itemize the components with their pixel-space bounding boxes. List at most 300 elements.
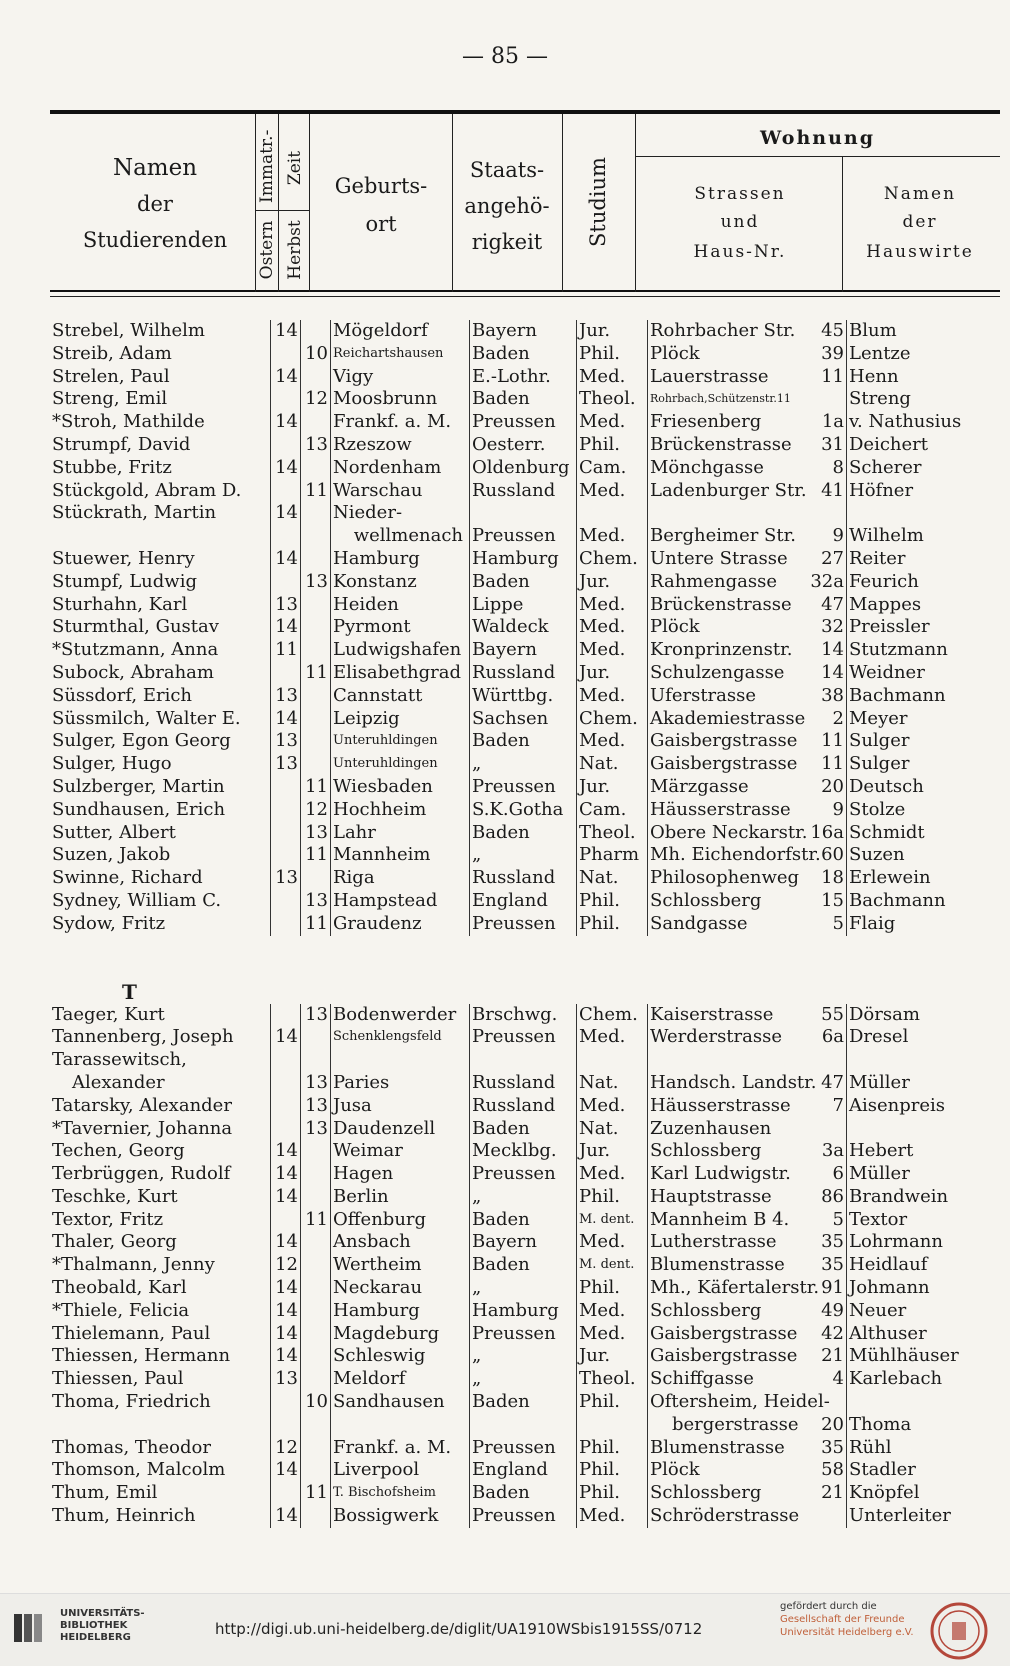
student-name: Taeger, Kurt (52, 1003, 165, 1025)
street-address (648, 867, 847, 890)
ostern-semester: 14 (271, 616, 301, 639)
street-name: Mh., Käfertalerstr. (650, 1277, 820, 1299)
table-row (50, 343, 991, 366)
hdr-wohnung-rule (635, 156, 1000, 157)
ostern-semester (271, 890, 301, 913)
street-name: Schröderstrasse (650, 1505, 800, 1527)
street-address (648, 411, 847, 434)
landlord-name: Bachmann (847, 685, 992, 708)
house-number: 16a (810, 821, 844, 843)
table-row (50, 1095, 991, 1118)
table-row (50, 1209, 991, 1232)
citizenship (470, 502, 577, 525)
ostern-semester: 14 (271, 320, 301, 343)
herbst-semester (301, 730, 331, 753)
table-row (50, 1459, 991, 1482)
landlord-name (847, 502, 992, 525)
birthplace: Frankf. a. M. (331, 1437, 470, 1460)
birthplace: Jusa (331, 1095, 470, 1118)
field-of-study: Phil. (577, 1277, 648, 1300)
ostern-semester: 14 (271, 1505, 301, 1528)
herbst-semester (301, 411, 331, 434)
header-rule-bottom-2 (50, 296, 1000, 297)
table-row (50, 799, 991, 822)
table-row (50, 1026, 991, 1049)
landlord-name (847, 1391, 992, 1414)
student-name: Suzen, Jakob (52, 844, 171, 866)
birthplace: Ansbach (331, 1231, 470, 1254)
house-number: 45 (821, 320, 844, 341)
house-number: 32a (810, 570, 844, 592)
citizenship: Preussen (470, 776, 577, 799)
house-number: 11 (821, 753, 844, 775)
landlord-name: Thoma (847, 1414, 992, 1437)
table-row (50, 822, 991, 845)
ostern-semester (271, 799, 301, 822)
street-name: Schlossberg (650, 1140, 762, 1162)
citizenship: England (470, 1459, 577, 1482)
house-number: 9 (832, 525, 844, 547)
ostern-semester: 14 (271, 708, 301, 731)
citizenship: Russland (470, 480, 577, 503)
street-address (648, 1345, 847, 1368)
ostern-semester: 14 (271, 1277, 301, 1300)
student-name: Tarassewitsch, (52, 1049, 187, 1071)
landlord-name: Neuer (847, 1300, 992, 1323)
hdr-vline-4 (452, 114, 453, 292)
hdr-der: der (137, 192, 173, 216)
street-address (648, 1072, 847, 1095)
street-address (648, 1459, 847, 1482)
herbst-semester (301, 502, 331, 525)
citizenship: Baden (470, 1254, 577, 1277)
table-row (50, 1140, 991, 1163)
herbst-semester (301, 1163, 331, 1186)
landlord-name: Schmidt (847, 822, 992, 845)
table-row (50, 1437, 991, 1460)
street-name: Gaisbergstrasse (650, 753, 798, 775)
citizenship: Preussen (470, 1437, 577, 1460)
street-name: Häusserstrasse (650, 798, 791, 820)
citizenship: Hamburg (470, 548, 577, 571)
ostern-semester (271, 434, 301, 457)
street-name: Plöck (650, 342, 700, 364)
table-row (50, 480, 991, 503)
street-name: Akademiestrasse (650, 707, 806, 729)
hdr-ostern: Ostern (257, 220, 277, 280)
ostern-semester (271, 776, 301, 799)
table-row (50, 1345, 991, 1368)
birthplace: Heiden (331, 594, 470, 617)
birthplace: Graudenz (331, 913, 470, 936)
street-name: Kronprinzenstr. (650, 639, 793, 661)
herbst-semester: 11 (301, 662, 331, 685)
landlord-name: Textor (847, 1209, 992, 1232)
street-name: Plöck (650, 1459, 700, 1481)
table-row (50, 1072, 991, 1095)
herbst-semester (301, 1323, 331, 1346)
house-number: 2 (832, 707, 844, 729)
herbst-semester (301, 1026, 331, 1049)
student-name: Swinne, Richard (52, 867, 203, 889)
street-address (648, 776, 847, 799)
landlord-name: Henn (847, 366, 992, 389)
street-address (648, 639, 847, 662)
house-number: 6a (821, 1026, 844, 1048)
citizenship: Baden (470, 343, 577, 366)
street-address (648, 571, 847, 594)
student-name: Stumpf, Ludwig (52, 570, 197, 592)
street-address (648, 753, 847, 776)
header-rule-top (50, 110, 1000, 114)
table-row (50, 708, 991, 731)
birthplace: Hamburg (331, 1300, 470, 1323)
birthplace: Unteruhldingen (331, 753, 470, 776)
citizenship: Baden (470, 1391, 577, 1414)
herbst-semester (301, 1505, 331, 1528)
student-name: Süssdorf, Erich (52, 684, 193, 706)
ostern-semester (271, 844, 301, 867)
landlord-name: Deichert (847, 434, 992, 457)
herbst-semester: 13 (301, 1118, 331, 1141)
herbst-semester: 10 (301, 1391, 331, 1414)
student-register-table (50, 320, 991, 1528)
street-name: Zuzenhausen (650, 1117, 772, 1139)
table-row (50, 1323, 991, 1346)
house-number: 20 (821, 775, 844, 797)
house-number: 42 (821, 1322, 844, 1344)
student-name: Stückgold, Abram D. (52, 479, 242, 501)
street-address (648, 525, 847, 548)
field-of-study: Nat. (577, 1118, 648, 1141)
landlord-name: Stutzmann (847, 639, 992, 662)
table-row (50, 753, 991, 776)
student-name: Thielemann, Paul (52, 1322, 211, 1344)
street-name: Brückenstrasse (650, 593, 792, 615)
citizenship: England (470, 890, 577, 913)
street-address (648, 1049, 847, 1072)
street-address (648, 1026, 847, 1049)
citizenship (470, 1049, 577, 1072)
student-name: Streib, Adam (52, 342, 172, 364)
citizenship: Bayern (470, 639, 577, 662)
landlord-name: Dresel (847, 1026, 992, 1049)
street-address (648, 1277, 847, 1300)
ostern-semester (271, 1482, 301, 1505)
field-of-study: Phil. (577, 1437, 648, 1460)
hdr-vline-5 (562, 114, 563, 292)
birthplace: Moosbrunn (331, 388, 470, 411)
ostern-semester: 13 (271, 594, 301, 617)
library-logo-text: UNIVERSITÄTS- BIBLIOTHEK HEIDELBERG (60, 1608, 145, 1643)
ostern-semester: 14 (271, 1345, 301, 1368)
street-name: Schlossberg (650, 889, 762, 911)
field-of-study: Phil. (577, 1459, 648, 1482)
house-number: 55 (821, 1003, 844, 1025)
herbst-semester (301, 366, 331, 389)
landlord-name: Heidlauf (847, 1254, 992, 1277)
citizenship: Baden (470, 730, 577, 753)
field-of-study: Phil. (577, 434, 648, 457)
landlord-name: Reiter (847, 548, 992, 571)
sponsor-text: gefördert durch die Gesellschaft der Freunde Universität Heidelberg e.V. (780, 1601, 914, 1638)
ostern-semester (271, 1049, 301, 1072)
landlord-name: Brandwein (847, 1186, 992, 1209)
student-name: Thoma, Friedrich (52, 1391, 211, 1413)
herbst-semester (301, 1140, 331, 1163)
herbst-semester: 13 (301, 1072, 331, 1095)
student-name: Thum, Heinrich (52, 1505, 196, 1527)
student-name: Techen, Georg (52, 1140, 185, 1162)
birthplace (331, 1414, 470, 1437)
field-of-study: Jur. (577, 1140, 648, 1163)
ostern-semester (271, 571, 301, 594)
house-number: 31 (821, 433, 844, 455)
table-row (50, 548, 991, 571)
table-row (50, 1163, 991, 1186)
birthplace: Daudenzell (331, 1118, 470, 1141)
herbst-semester (301, 320, 331, 343)
herbst-semester (301, 1186, 331, 1209)
table-row (50, 1118, 991, 1141)
street-name: Handsch. Landstr. (650, 1071, 817, 1093)
street-address (648, 1482, 847, 1505)
field-of-study: Jur. (577, 1345, 648, 1368)
source-url[interactable]: http://digi.ub.uni-heidelberg.de/diglit/UA1910WSbis1915SS/0712 (215, 1620, 703, 1638)
birthplace: Hagen (331, 1163, 470, 1186)
house-number: 47 (821, 593, 844, 615)
street-address (648, 1414, 847, 1437)
student-name: Theobald, Karl (52, 1277, 187, 1299)
herbst-semester: 13 (301, 890, 331, 913)
house-number: 7 (832, 1094, 844, 1116)
house-number: 35 (821, 1436, 844, 1458)
student-name: Strebel, Wilhelm (52, 320, 205, 341)
birthplace: Wiesbaden (331, 776, 470, 799)
house-number: 15 (821, 889, 844, 911)
landlord-name (847, 1049, 992, 1072)
ostern-semester (271, 662, 301, 685)
table-row (50, 388, 991, 411)
citizenship: Württbg. (470, 685, 577, 708)
citizenship: Baden (470, 1209, 577, 1232)
birthplace: Neckarau (331, 1277, 470, 1300)
field-of-study: Med. (577, 366, 648, 389)
herbst-semester (301, 1277, 331, 1300)
landlord-name: Lentze (847, 343, 992, 366)
header-rule-bottom (50, 290, 1000, 292)
table-row (50, 1505, 991, 1528)
ostern-semester (271, 480, 301, 503)
student-name: Subock, Abraham (52, 661, 214, 683)
street-address (648, 822, 847, 845)
street-address (648, 730, 847, 753)
student-name: *Thiele, Felicia (52, 1299, 190, 1321)
field-of-study (577, 1049, 648, 1072)
citizenship: Baden (470, 822, 577, 845)
birthplace: Paries (331, 1072, 470, 1095)
hdr-vline-2 (278, 114, 279, 292)
herbst-semester (301, 1414, 331, 1437)
birthplace: Mannheim (331, 844, 470, 867)
street-name: Friesenberg (650, 411, 762, 433)
field-of-study: Med. (577, 639, 648, 662)
footer-bar (0, 1593, 1010, 1666)
ostern-semester: 14 (271, 1231, 301, 1254)
student-name: *Tavernier, Johanna (52, 1117, 233, 1139)
house-number: 11 (821, 730, 844, 752)
field-of-study: Theol. (577, 822, 648, 845)
hdr-studium: Studium (586, 157, 610, 247)
field-of-study: Med. (577, 1163, 648, 1186)
table-row (50, 1277, 991, 1300)
field-of-study: Nat. (577, 867, 648, 890)
citizenship: „ (470, 1277, 577, 1300)
herbst-semester: 13 (301, 434, 331, 457)
birthplace: Warschau (331, 480, 470, 503)
herbst-semester (301, 1368, 331, 1391)
birthplace (331, 1049, 470, 1072)
house-number: 91 (821, 1277, 844, 1299)
student-name: Strumpf, David (52, 433, 191, 455)
field-of-study: Med. (577, 1300, 648, 1323)
street-address (648, 890, 847, 913)
ostern-semester: 14 (271, 1459, 301, 1482)
section-letter-row (50, 936, 991, 1004)
table-row (50, 457, 991, 480)
street-address (648, 799, 847, 822)
student-name: Terbrüggen, Rudolf (52, 1163, 231, 1185)
street-address (648, 502, 847, 525)
herbst-semester: 11 (301, 776, 331, 799)
street-address (648, 1095, 847, 1118)
student-name: *Stroh, Mathilde (52, 411, 205, 433)
birthplace: Reichartshausen (331, 343, 470, 366)
birthplace: Leipzig (331, 708, 470, 731)
field-of-study: Chem. (577, 1004, 648, 1027)
street-name: Obere Neckarstr. (650, 821, 808, 843)
street-name: Uferstrasse (650, 684, 757, 706)
table-row (50, 730, 991, 753)
house-number: 47 (821, 1071, 844, 1093)
house-number: 8 (832, 456, 844, 478)
landlord-name: Sulger (847, 753, 992, 776)
citizenship: Preussen (470, 525, 577, 548)
student-name: Sturhahn, Karl (52, 593, 188, 615)
student-name: Sydney, William C. (52, 889, 222, 911)
hdr-vline-3 (309, 114, 310, 292)
hdr-wohnung: Wohnung (759, 127, 875, 149)
section-letter: T (122, 979, 137, 1004)
house-number: 9 (832, 798, 844, 820)
birthplace: Hochheim (331, 799, 470, 822)
field-of-study: Med. (577, 685, 648, 708)
table-row (50, 571, 991, 594)
student-name: Tatarsky, Alexander (52, 1094, 232, 1116)
house-number: 5 (832, 912, 844, 934)
field-of-study: Phil. (577, 890, 648, 913)
birthplace: Schleswig (331, 1345, 470, 1368)
house-number: 60 (821, 844, 844, 866)
hdr-namen: Namen (112, 155, 198, 181)
landlord-name: Mappes (847, 594, 992, 617)
herbst-semester (301, 1437, 331, 1460)
field-of-study: Cam. (577, 457, 648, 480)
herbst-semester: 11 (301, 480, 331, 503)
student-name: Sundhausen, Erich (52, 798, 226, 820)
field-of-study: Med. (577, 1095, 648, 1118)
street-address (648, 388, 847, 411)
herbst-semester (301, 525, 331, 548)
birthplace: Schenklengsfeld (331, 1026, 470, 1049)
birthplace: Weimar (331, 1140, 470, 1163)
birthplace: Lahr (331, 822, 470, 845)
herbst-semester: 12 (301, 799, 331, 822)
house-number: 32 (821, 616, 844, 638)
student-name: Textor, Fritz (52, 1208, 164, 1230)
citizenship: Preussen (470, 913, 577, 936)
street-name: Mannheim B 4. (650, 1208, 790, 1230)
landlord-name: Höfner (847, 480, 992, 503)
street-address (648, 913, 847, 936)
ostern-semester (271, 388, 301, 411)
herbst-semester (301, 457, 331, 480)
citizenship: Bayern (470, 1231, 577, 1254)
street-name: Blumenstrasse (650, 1254, 785, 1276)
ostern-semester: 14 (271, 1323, 301, 1346)
table-row (50, 639, 991, 662)
citizenship: Baden (470, 388, 577, 411)
citizenship: „ (470, 1345, 577, 1368)
citizenship: Preussen (470, 1026, 577, 1049)
street-name: Rohrbacher Str. (650, 320, 796, 341)
field-of-study: Jur. (577, 662, 648, 685)
student-name: Sutter, Albert (52, 821, 176, 843)
street-name: Sandgasse (650, 912, 748, 934)
street-address (648, 1140, 847, 1163)
field-of-study: Med. (577, 1505, 648, 1528)
birthplace: Meldorf (331, 1368, 470, 1391)
student-name: Sulzberger, Martin (52, 775, 225, 797)
student-name: Teschke, Kurt (52, 1185, 178, 1207)
table-row (50, 890, 991, 913)
citizenship: Brschwg. (470, 1004, 577, 1027)
birthplace: wellmenach (331, 525, 470, 548)
birthplace: Offenburg (331, 1209, 470, 1232)
herbst-semester: 10 (301, 343, 331, 366)
house-number: 14 (821, 639, 844, 661)
landlord-name: Johmann (847, 1277, 992, 1300)
street-name: Plöck (650, 616, 700, 638)
field-of-study: Med. (577, 525, 648, 548)
herbst-semester (301, 616, 331, 639)
field-of-study: Phil. (577, 913, 648, 936)
street-address (648, 548, 847, 571)
hdr-staats: Staats- (469, 158, 545, 182)
student-name: Sydow, Fritz (52, 912, 166, 934)
table-row (50, 1482, 991, 1505)
landlord-name: Rühl (847, 1437, 992, 1460)
student-name: Alexander (72, 1071, 165, 1093)
street-address (648, 662, 847, 685)
landlord-name: Stolze (847, 799, 992, 822)
hdr-geburts: Geburts- (334, 174, 428, 198)
birthplace: Wertheim (331, 1254, 470, 1277)
table-row (50, 1049, 991, 1072)
street-name: Bergheimer Str. (650, 525, 796, 547)
citizenship: Sachsen (470, 708, 577, 731)
field-of-study: Jur. (577, 571, 648, 594)
